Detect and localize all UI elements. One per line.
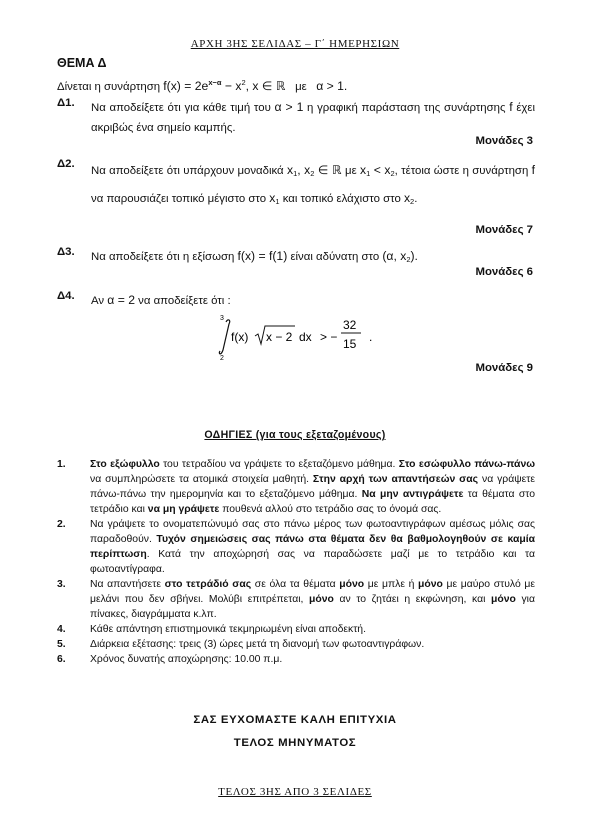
q2-ineq-a: x xyxy=(359,163,367,177)
q2-s2: 2 xyxy=(310,169,315,178)
marks-d1: Μονάδες 3 xyxy=(475,135,533,147)
q3-equation: f(x) = f(1) xyxy=(237,249,288,263)
q3-interval-sub: 2 xyxy=(406,255,411,264)
q3-text-a: Να αποδείξετε ότι η εξίσωση xyxy=(91,251,238,263)
q4-cond: α = 2 xyxy=(107,293,135,307)
instruction-segment: να γράψετε πάνω-πάνω την ημερομηνία και το εξεταζόμενο μάθημα. xyxy=(90,474,535,500)
q2-line1: Να αποδείξετε ότι υπάρχουν μοναδικά xyxy=(91,165,284,177)
q2-line2: η συνάρτηση xyxy=(462,165,532,177)
q4-text-b: να αποδείξετε ότι : xyxy=(134,295,231,307)
instruction-segment: Χρόνος δυνατής αποχώρησης: 10.00 π.μ. xyxy=(90,654,283,665)
q3-text-b: είναι αδύνατη στο xyxy=(287,251,383,263)
question-label: Δ4. xyxy=(57,290,75,302)
intro-func-base: f(x) = 2e xyxy=(163,79,209,93)
instruction-item xyxy=(57,517,535,577)
q1-cond: α > 1 xyxy=(274,100,304,114)
q2-tail1: , τέτοια ώστε xyxy=(394,165,460,177)
instructions-list xyxy=(57,457,535,667)
question-label: Δ1. xyxy=(57,97,75,109)
page-header: ΑΡΧΗ 3ΗΣ ΣΕΛΙΔΑΣ – Γ΄ ΗΜΕΡΗΣΙΩΝ xyxy=(190,38,400,50)
q2-line3: ελάχιστο στο xyxy=(336,193,404,205)
q2-line2c: και τοπικό xyxy=(279,193,334,205)
instruction-segment: του τετραδίου να γράψετε το εξεταζόμενο μάθημα. xyxy=(159,459,399,470)
q2-line2b: να παρουσιάζει τοπικό μέγιστο στο xyxy=(91,193,270,205)
instruction-bold-segment: μόνο xyxy=(309,594,334,605)
instruction-text xyxy=(90,654,282,665)
instruction-segment: αν το ζητάει η εκφώνηση, και xyxy=(333,594,492,605)
intro-prefix: Δίνεται η συνάρτηση xyxy=(57,81,161,93)
q2-x1: x xyxy=(286,163,294,177)
q3-interval xyxy=(382,249,418,263)
fraction-denominator: 15 xyxy=(343,337,357,351)
instruction-number: 1. xyxy=(57,459,66,470)
instruction-segment: με μπλε ή xyxy=(364,579,419,590)
q2-end: . xyxy=(414,193,418,205)
closing-end-message: ΤΕΛΟΣ ΜΗΝΥΜΑΤΟΣ xyxy=(233,737,357,749)
instruction-segment: Να απαντήσετε xyxy=(90,579,165,590)
question-text xyxy=(91,158,535,214)
integral-lower-limit: 2 xyxy=(220,355,224,362)
q2-ineq xyxy=(360,163,395,177)
marks-d4: Μονάδες 9 xyxy=(475,362,533,374)
instructions-title: ΟΔΗΓΙΕΣ (για τους εξεταζομένους) xyxy=(204,429,386,441)
q2-ineq-s1: 1 xyxy=(366,169,371,178)
intro-domain: , x ∈ ℝ xyxy=(245,79,286,93)
instruction-item xyxy=(57,637,535,652)
integral-upper-limit: 3 xyxy=(220,315,224,322)
q1-text-b: η γραφική παράσταση της συνάρτησης xyxy=(303,102,510,114)
instruction-segment: για πίνακες, διαγράμματα κ.λπ. xyxy=(90,594,535,620)
intro-with: με xyxy=(295,81,307,93)
integral-inequality xyxy=(217,312,417,362)
q4-text-a: Αν xyxy=(91,295,108,307)
fraction-numerator: 32 xyxy=(343,318,357,332)
intro-func-tail: − x xyxy=(221,79,242,93)
question-d4 xyxy=(57,290,535,311)
instruction-segment: πουθενά αλλού στο τετράδιο σας το όνομά σας. xyxy=(219,504,442,515)
q2-s1: 1 xyxy=(293,169,298,178)
question-text xyxy=(91,290,535,311)
q1-f: f xyxy=(509,100,513,114)
instruction-bold-segment: στο τετράδιό σας xyxy=(164,579,252,590)
q2-f: f xyxy=(531,163,535,177)
instruction-segment: Διάρκεια εξέτασης: τρεις (3) ώρες μετά τη διανομή των φωτοαντιγράφων. xyxy=(90,639,425,650)
instruction-bold-segment: Τυχόν σημειώσεις σας πάνω στα θέματα δεν θα βαθμολογηθούν σε καμία περίπτωση xyxy=(90,534,535,560)
intro-statement xyxy=(57,78,347,93)
instruction-bold-segment: Να μην αντιγράψετε xyxy=(361,489,464,500)
integral-dx: dx xyxy=(299,330,312,344)
question-text xyxy=(91,97,535,138)
intro-func-exponent: x−α xyxy=(208,78,222,87)
instruction-item xyxy=(57,577,535,622)
instruction-bold-segment: μόνο xyxy=(418,579,443,590)
sqrt-radicand: x − 2 xyxy=(266,330,293,344)
q1-text-a: Να αποδείξετε ότι για κάθε τιμή του xyxy=(91,102,275,114)
instruction-text xyxy=(90,459,535,515)
theme-title: ΘΕΜΑ Δ xyxy=(57,56,107,70)
q2-x2: , x xyxy=(297,163,311,177)
q2-vars xyxy=(287,163,342,177)
question-label: Δ2. xyxy=(57,158,75,170)
q2-me: με xyxy=(341,165,360,177)
question-d2 xyxy=(57,158,535,214)
instruction-bold-segment: να μη γράψετε xyxy=(147,504,220,515)
instruction-text xyxy=(90,579,535,620)
instruction-bold-segment: Στο εσώφυλλο πάνω-πάνω xyxy=(398,459,536,470)
q2-xmax xyxy=(269,191,279,205)
q2-in-r: ∈ ℝ xyxy=(314,163,342,177)
instruction-bold-segment: Στο εξώφυλλο xyxy=(90,459,160,470)
instruction-bold-segment: μόνο xyxy=(491,594,516,605)
question-d1 xyxy=(57,97,535,138)
q2-xm: x xyxy=(269,191,276,205)
inequality-relation: > − xyxy=(320,330,338,344)
instruction-item xyxy=(57,622,535,637)
instruction-segment: . Κατά την αποχώρησή σας να παραδώσετε μαζί με το τετράδιο και τα φωτοαντίγραφα. xyxy=(90,549,535,575)
q2-xms: 1 xyxy=(275,197,280,206)
closing-wish: ΣΑΣ ΕΥΧΟΜΑΣΤΕ ΚΑΛΗ ΕΠΙΤΥΧΙΑ xyxy=(193,714,397,726)
instruction-text xyxy=(90,519,535,575)
intro-condition: α > 1. xyxy=(316,79,348,93)
question-d3 xyxy=(57,246,535,270)
q2-xn: x xyxy=(403,191,411,205)
q2-ineq-s2: 2 xyxy=(390,169,395,178)
instruction-segment: με μαύρο στυλό με μελάνι που δεν σβήνει. Μολύβι επιτρέπεται, xyxy=(90,579,535,605)
instruction-number: 2. xyxy=(57,519,66,530)
instruction-number: 3. xyxy=(57,579,66,590)
instruction-bold-segment: Στην αρχή των απαντήσεών σας xyxy=(312,474,479,485)
marks-d3: Μονάδες 6 xyxy=(475,266,533,278)
question-text xyxy=(91,246,535,270)
instruction-text xyxy=(90,639,424,650)
q1-text-c: έχει ακριβώς ένα σημείο καμπής. xyxy=(91,102,535,134)
instruction-number: 4. xyxy=(57,624,66,635)
q2-xmin xyxy=(404,191,414,205)
integral-sign-icon xyxy=(219,320,229,354)
page-footer: ΤΕΛΟΣ 3ΗΣ ΑΠΟ 3 ΣΕΛΙΔΕΣ xyxy=(218,786,372,798)
intro-func-square: 2 xyxy=(241,78,246,87)
instruction-segment: Να γράψετε το ονοματεπώνυμό σας στο πάνω μέρος των φωτοαντιγράφων αμέσως μόλις σας παραδοθούν. xyxy=(90,519,535,545)
instruction-text xyxy=(90,624,366,635)
instruction-segment: τα θέματα στο τετράδιο και xyxy=(90,489,535,515)
q2-xns: 2 xyxy=(410,197,415,206)
question-label: Δ3. xyxy=(57,246,75,258)
instruction-segment: να συμπληρώσετε τα ατομικά στοιχεία μαθητή. xyxy=(90,474,313,485)
instruction-segment: Κάθε απάντηση επιστημονικά τεκμηριωμένη είναι αποδεκτή. xyxy=(90,624,366,635)
instruction-bold-segment: μόνο xyxy=(339,579,365,590)
intro-function xyxy=(163,79,285,93)
instruction-segment: σε όλα τα θέματα xyxy=(251,579,340,590)
q2-ineq-b: < x xyxy=(370,163,391,177)
marks-d2: Μονάδες 7 xyxy=(475,224,533,236)
integral-function: f(x) xyxy=(231,330,249,344)
instruction-item xyxy=(57,457,535,517)
integral-end-dot: . xyxy=(369,330,373,344)
q3-interval-open: (α, x xyxy=(382,249,407,263)
instruction-number: 6. xyxy=(57,654,66,665)
instruction-number: 5. xyxy=(57,639,66,650)
q3-interval-close: ). xyxy=(410,249,418,263)
instruction-item xyxy=(57,652,535,667)
